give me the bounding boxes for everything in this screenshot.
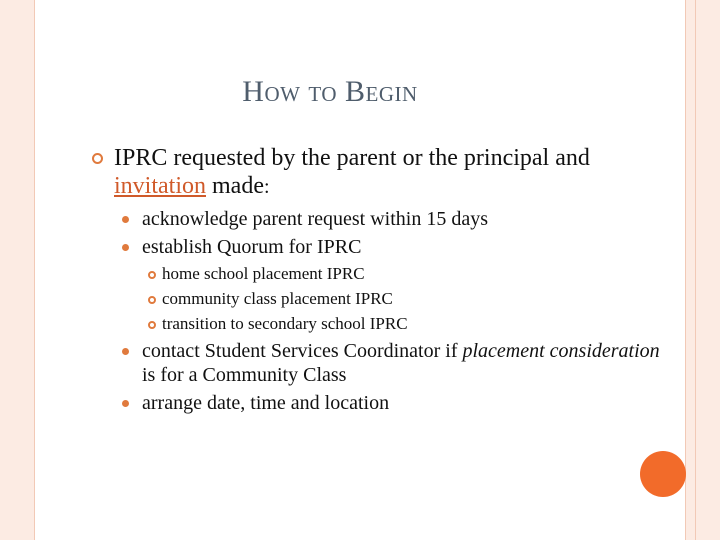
quorum-item-text: transition to secondary school IPRC xyxy=(162,314,408,333)
quorum-item-text: community class placement IPRC xyxy=(162,289,393,308)
ring-bullet-icon xyxy=(148,296,156,304)
ring-bullet-icon xyxy=(148,271,156,279)
sub-bullet-text: arrange date, time and location xyxy=(142,392,390,414)
sub-bullet-arrange xyxy=(90,391,660,415)
orange-circle-decoration xyxy=(640,451,686,497)
invitation-link[interactable]: invitation xyxy=(114,173,206,199)
sub-bullet-quorum xyxy=(90,235,660,259)
right-frame-border xyxy=(686,0,720,540)
quorum-item xyxy=(90,288,660,310)
sub-bullet-text: acknowledge parent request within 15 days xyxy=(142,208,489,230)
sub-bullet-text-end: is for a Community Class xyxy=(142,340,670,386)
slide-title: How to Begin xyxy=(242,75,418,108)
sub-bullet-acknowledge xyxy=(90,207,660,231)
dot-bullet-icon xyxy=(122,216,129,223)
right-frame-line-inner xyxy=(695,0,696,540)
quorum-item xyxy=(90,263,660,285)
slide-content xyxy=(90,144,670,419)
dot-bullet-icon xyxy=(122,348,129,355)
ring-bullet-icon xyxy=(92,153,103,164)
main-bullet-colon: : xyxy=(263,176,270,198)
sub-bullet-contact xyxy=(90,339,670,387)
sub-bullet-text: contact Student Services Coordinator if xyxy=(142,340,463,362)
ring-bullet-icon xyxy=(148,321,156,329)
right-frame-line xyxy=(685,0,686,540)
main-bullet-text-end: made xyxy=(206,173,264,199)
main-bullet-text: IPRC requested by the parent or the principal and xyxy=(114,145,590,171)
dot-bullet-icon xyxy=(122,244,129,251)
quorum-item-text: home school placement IPRC xyxy=(162,264,365,283)
sub-bullet-italic: placement consideration xyxy=(462,340,660,362)
quorum-item xyxy=(90,313,660,335)
dot-bullet-icon xyxy=(122,400,129,407)
main-bullet xyxy=(90,144,660,201)
sub-bullet-text: establish Quorum for IPRC xyxy=(142,236,362,258)
